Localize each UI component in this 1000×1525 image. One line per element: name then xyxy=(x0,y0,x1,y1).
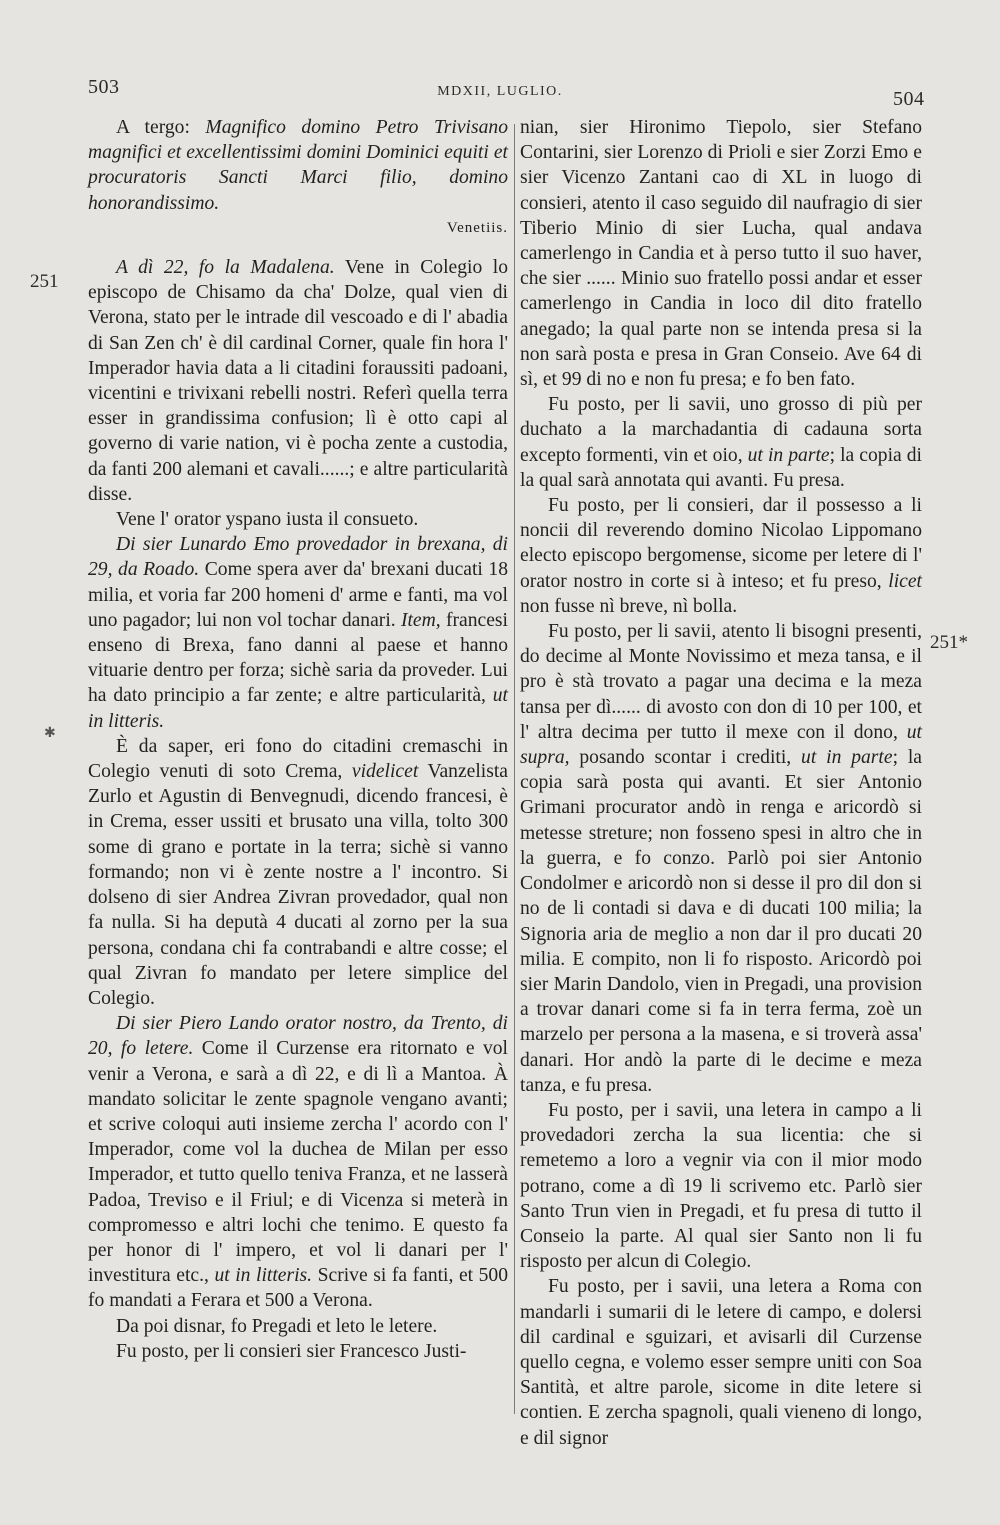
right-page-number: 504 xyxy=(893,88,925,110)
left-margin-number: 251 xyxy=(30,271,59,292)
paragraph: Fu posto, per li consieri, dar il possesso a li noncii dil reverendo domino Nicolao Lippomano electo episcopo bergomense, sicome per letere di l' orator nostro in corte si à inteso; et fu preso, licet non fusse nì breve, nì bolla. xyxy=(520,495,922,617)
column-divider xyxy=(514,124,515,1414)
paragraph: Fu posto, per i savii, una letera a Roma con mandarli i sumarii di le letere di campo, e dolersi dil cardinal e sguizari, et avisarli dil Curzense quello cegna, e volemo esser sempre uniti con Soa Santità, et altre parole, sicome in dite letere si contien. E zercha spagnoli, quali vieneno di longo, e dil signor xyxy=(520,1276,922,1449)
paragraph: Di sier Piero Lando orator nostro, da Trento, di 20, fo letere. Come il Curzense era ritornato e vol venir a Verona, e sarà a dì 22, e di lì a Mantoa. À mandato solicitar le zente spagnole vengano avanti; et scrive coloqui auti insieme zercha l' acordo con l' Imperador, come vol la duchea de Milan per esso Imperador, et tutto quello teniva Franza, et ne lasserà Padoa, Treviso e il Friul; e di Vicenza si meterà in compromesso e altri lochi che tenimo. E questo fa per honor di l' impero, et vol li danari per l' investitura etc., ut in litteris. Scrive si fa fanti, et 500 fo mandati a Ferara et 500 a Verona. xyxy=(88,1013,509,1312)
left-column xyxy=(88,115,508,1364)
paragraph: Fu posto, per li savii, atento li bisogni presenti, do decime al Monte Novissimo et meza tansa, e il pro è stà trovato a pagar una decima e la meza tansa per dì...... di avosto con don di 10 per 100, et l' altra decima per tutto il mexe con il dono, ut supra, posando scontar i crediti, ut in parte; la copia sarà posta qui avanti. Et sier Antonio Grimani procurator andò in renga e aricordò si metesse streture; non fosseno spesi in altro che in la guerra, e fo conzo. Parlò poi sier Antonio Condolmer e aricordò non si desse il pro dil don si no de li contadi si dava e di ducati 100 milia; la Signoria aria de meglio a non dar il pro ducati 20 milia. E compito, non li fo risposto. Aricordò poi sier Marin Dandolo, vien in Pregadi, una provision a trovar danari come si fa in terra ferma, zoè un marzelo per persona a la masena, e si troverà assa' danari. Hor andò la parte di le decime e meza tanza, e fu presa. xyxy=(520,621,923,1096)
paragraph: Vene l' orator yspano iusta il consueto. xyxy=(116,509,419,531)
paragraph: A tergo: Magnifico domino Petro Trivisano magnifici et excellentissimi domini Dominici equiti et procuratoris Sancti Marci filio, domino honorandissimo. xyxy=(88,117,509,214)
paragraph: A dì 22, fo la Madalena. Vene in Colegio lo episcopo de Chisamo da cha' Dolze, qual vien di Verona, stato per le intrade dil vescoado e di l' abadia di San Zen ch' è dil cardinal Corner, quale fin hora l' Imperador havia data a li citadini foraussiti padoani, vicentini e trivixani rebelli nostri. Referì quella terra esser in grandissima confusion; lì è otto capi al governo di varie nation, vi è pocha zente a custodia, da fanti 200 alemani et cavali......; e altre particularità disse. xyxy=(88,257,509,505)
left-page-number: 503 xyxy=(88,76,120,98)
letter-signature: Venetiis. xyxy=(446,219,508,236)
running-head: MDXII, LUGLIO. xyxy=(437,84,563,99)
right-margin-number: 251* xyxy=(930,632,968,653)
paragraph: È da saper, eri fono do citadini cremaschi in Colegio venuti di soto Crema, videlicet Vanzelista Zurlo et Agustin di Benvegnudi, dicendo francesi, è in Crema, esser ussiti et brusato una villa, tolto 300 some di grano e portate in la terra; sichè si vanno formando; non vi è zente nostre a l' incontro. Si dolseno di sier Andrea Zivran provedador, qual non fa nulla. Si ha deputà 4 ducati al zorno per la sua persona, condana chi fa contrabandi e altre cosse; el qual Zivran fo mandato per letere simplice del Colegio. xyxy=(88,735,508,1009)
paragraph: Fu posto, per i savii, una letera in campo a li provedadori zercha la sua licentia: che si remetemo a loro a vegnir via con il mior modo potrano, come a dì 19 li scrivemo etc. Parlò sier Santo Trun vien in Pregadi, et fu presa di tutto il Conseio la parte. Al qual sier Santo non li fu risposto per alcun di Colegio. xyxy=(520,1099,922,1273)
ink-speck: ✱ xyxy=(44,726,56,741)
paragraph: nian, sier Hironimo Tiepolo, sier Stefano Contarini, sier Lorenzo di Prioli e sier Zorzi Emo e sier Vicenzo Zantani cao di XL in luogo di consieri, atento il caso seguido dil naufragio di sier Tiberio Minio di sier Lucha, qual andava camerlengo in Candia et à perso tutto il suo haver, che sier ...... Minio suo fratello possi andar et esser camerlengo in Candia in loco dil dito fratello anegado; la qual parte non se intenda presa si la non sarà posta e presa in Gran Conseio. Ave 64 di sì, et 99 di no e non fu presa; e fo ben fato. xyxy=(520,117,922,391)
right-column xyxy=(520,115,922,1451)
paragraph: Fu posto, per li savii, uno grosso di più per duchato a la marchadantia di cadauna sorta excepto formenti, vin et oio, ut in parte; la copia di la qual sarà annotata qui avanti. Fu presa. xyxy=(520,394,922,491)
paragraph: Fu posto, per li consieri sier Francesco Justi- xyxy=(116,1340,467,1362)
paragraph: Di sier Lunardo Emo provedador in brexana, di 29, da Roado. Come spera aver da' brexani ducati 18 milia, et voria far 200 homeni d' arme e fanti, ma vol uno pagador; lui non vol tochar danari. Item, francesi enseno di Brexa, fano danni al paese et hanno vituarie dentro per forza; sichè saria da proveder. Lui ha dato principio a far zente; e altre particularità, ut in litteris. xyxy=(88,534,508,732)
paragraph: Da poi disnar, fo Pregadi et leto le letere. xyxy=(116,1315,438,1337)
